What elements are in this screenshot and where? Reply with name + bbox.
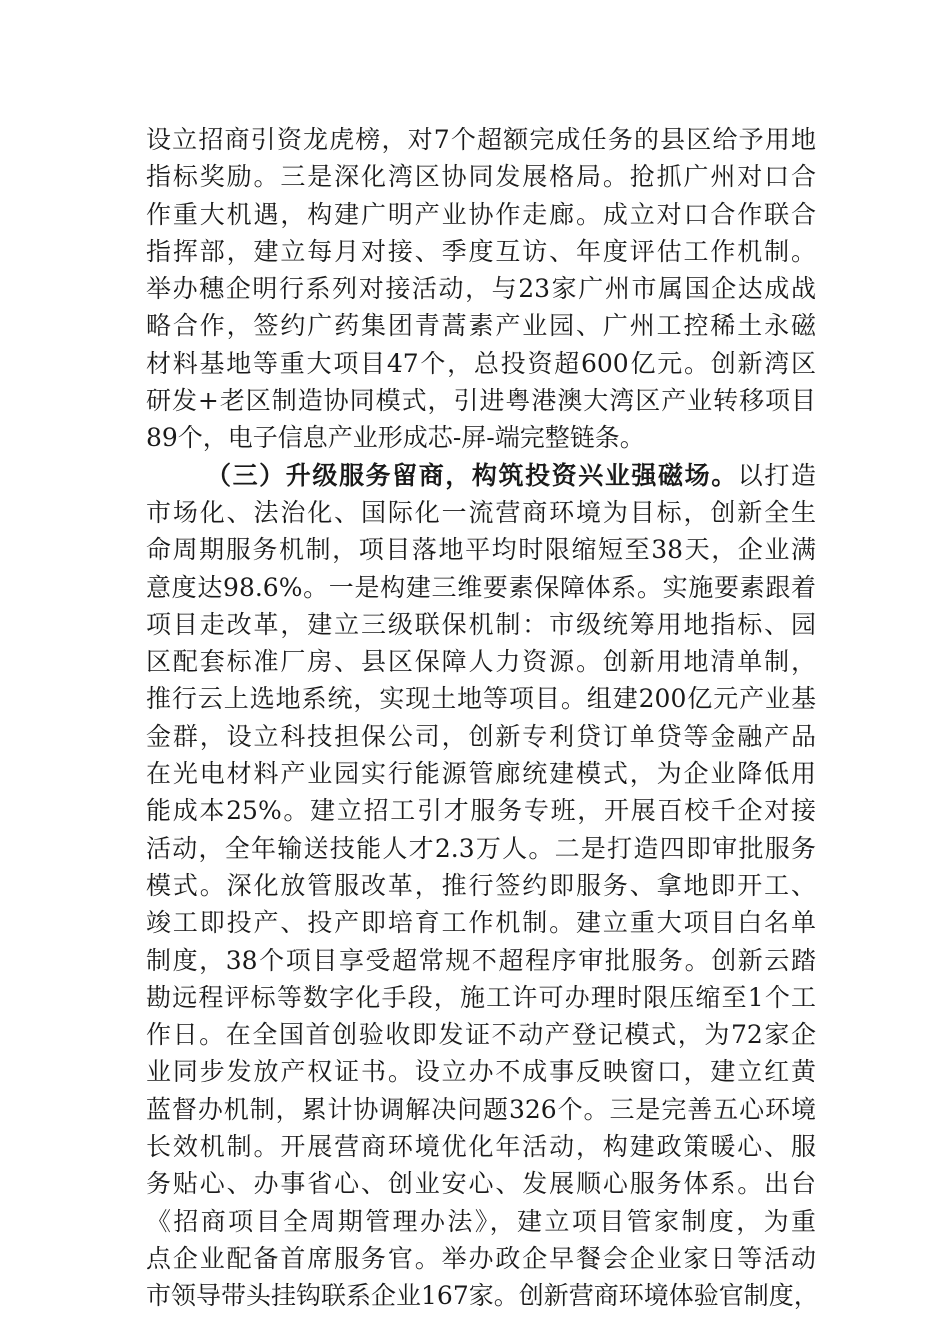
text-line: 举办穗企明行系列对接活动，与23家广州市属国企达成战 <box>146 274 816 304</box>
text-line: 指挥部，建立每月对接、季度互访、年度评估工作机制。 <box>146 236 816 266</box>
text-line: 作日。在全国首创验收即发证不动产登记模式，为72家企 <box>146 1020 816 1050</box>
section-heading-line <box>146 457 816 494</box>
text-line: 活动，全年输送技能人才2.3万人。二是打造四即审批服务 <box>146 833 816 863</box>
text-line: 勘远程评标等数字化手段，施工许可办理时限压缩至1个工 <box>146 982 816 1012</box>
text-line: 设立招商引资龙虎榜，对7个超额完成任务的县区给予用地 <box>146 125 816 154</box>
text-line: 市领导带头挂钩联系企业167家。创新营商环境体验官制度， <box>146 1281 819 1311</box>
text-line: 指标奖励。三是深化湾区协同发展格局。抢抓广州对口合 <box>146 162 816 192</box>
text-line: 蓝督办机制，累计协调解决问题326个。三是完善五心环境 <box>146 1094 816 1124</box>
text-line: 点企业配备首席服务官。举办政企早餐会企业家日等活动 <box>146 1243 816 1273</box>
text-line: 长效机制。开展营商环境优化年活动，构建政策暖心、服 <box>146 1132 816 1162</box>
text-line: 命周期服务机制，项目落地平均时限缩短至38天，企业满 <box>146 535 816 565</box>
section-heading: （三）升级服务留商，构筑投资兴业强磁场。 <box>206 460 738 490</box>
text-line: 模式。深化放管服改革，推行签约即服务、拿地即开工、 <box>146 870 816 900</box>
text-line: 项目走改革，建立三级联保机制：市级统筹用地指标、园 <box>146 609 816 639</box>
text-line: 《招商项目全周期管理办法》，建立项目管家制度，为重 <box>146 1206 816 1236</box>
text-line: 制度，38个项目享受超常规不超程序审批服务。创新云踏 <box>146 945 816 975</box>
text-line: 略合作，签约广药集团青蒿素产业园、广州工控稀土永磁 <box>146 311 816 341</box>
text-line: 89个，电子信息产业形成芯-屏-端完整链条。 <box>146 423 645 453</box>
text-line: 业同步发放产权证书。设立办不成事反映窗口，建立红黄 <box>146 1057 816 1087</box>
text-line: 材料基地等重大项目47个，总投资超600亿元。创新湾区 <box>146 348 816 378</box>
text-line: 能成本25%。建立招工引才服务专班，开展百校千企对接 <box>146 796 816 826</box>
section-heading-tail: 以打造 <box>737 460 816 490</box>
text-line: 务贴心、办事省心、创业安心、发展顺心服务体系。出台 <box>146 1169 816 1199</box>
text-line: 推行云上选地系统，实现土地等项目。组建200亿元产业基 <box>146 684 816 714</box>
text-line: 市场化、法治化、国际化一流营商环境为目标，创新全生 <box>146 497 816 527</box>
text-line: 意度达98.6%。一是构建三维要素保障体系。实施要素跟着 <box>146 572 816 602</box>
text-line: 区配套标准厂房、县区保障人力资源。创新用地清单制， <box>146 647 816 677</box>
text-line: 金群，设立科技担保公司，创新专利贷订单贷等金融产品 <box>146 721 816 751</box>
text-line: 研发+老区制造协同模式，引进粤港澳大湾区产业转移项目 <box>146 386 816 416</box>
text-line: 竣工即投产、投产即培育工作机制。建立重大项目白名单 <box>146 908 816 938</box>
text-line: 作重大机遇，构建广明产业协作走廊。成立对口合作联合 <box>146 199 816 229</box>
body-text <box>146 121 819 1315</box>
text-line: 在光电材料产业园实行能源管廊统建模式，为企业降低用 <box>146 759 816 789</box>
